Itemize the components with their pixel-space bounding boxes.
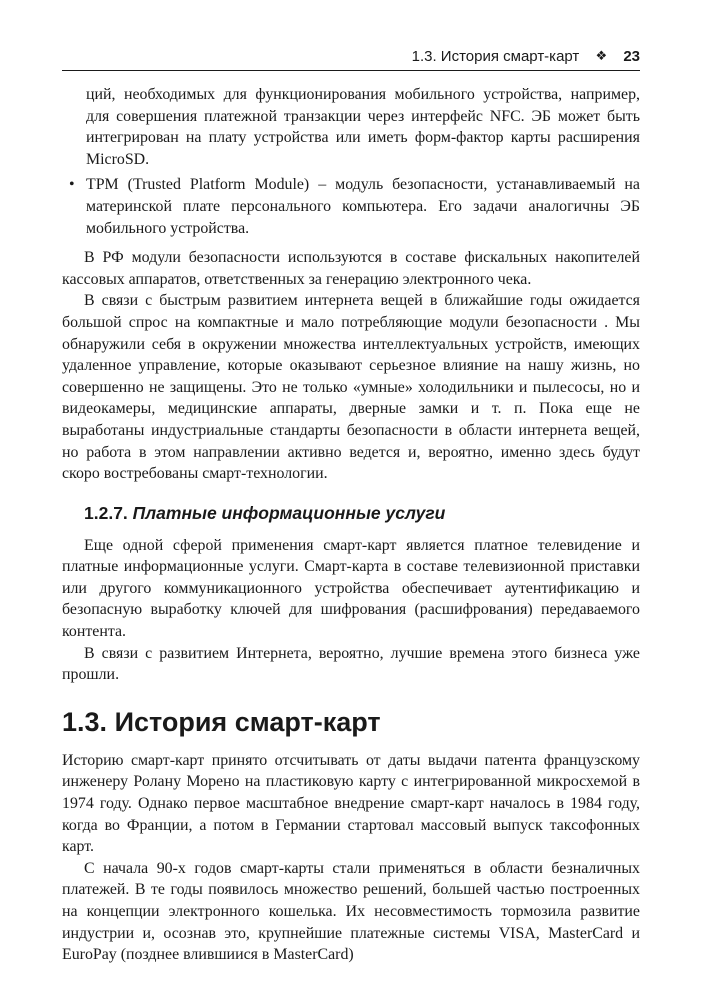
paragraph: С начала 90-х годов смарт-карты стали применяться в области безналичных платежей. В те годы появилось множество решений, большей частью построенных на концепции электронного кошелька. Их несовместимость тормозила развитие индустрии и, осознав это, крупнейшие платежные системы VISA, MasterCard и EuroPay (позднее влившиися в MasterCard) [62,859,640,964]
section-number: 1.3. [62,706,108,737]
paragraph-continuation: ций, необходимых для функционирования мобильного устройства, например, для совершения платежной транзакции через интерфейс NFC. ЭБ может быть интегрирован на плату устройства или иметь форм-фактор карты расширения MicroSD. [86,86,640,168]
section-title: История смарт-карт [114,706,381,737]
subsection-number: 1.2.7. [84,502,128,523]
paragraph: В связи с развитием Интернета, вероятно, лучшие времена этого бизнеса уже прошли. [62,644,640,684]
subsection-title: Платные информационные услуги [132,502,446,523]
bullet-icon: • [69,176,75,194]
paragraph: Еще одной сферой применения смарт-карт является платное телевидение и платные информационные услуги. Смарт-карта в составе телевизионной приставки или другого коммуникационного устройства обеспечивает аутентификацию и безопасную выработку ключей для шифрования (расшифрования) передаваемого контента. [62,536,640,641]
list-item-text: TPM (Trusted Platform Module) – модуль безопасности, устанавливаемый на материнской плате персонального компьютера. Его задачи аналогичны ЭБ мобильного устройства. [86,176,640,237]
list-item [62,174,640,239]
page-body [62,84,640,966]
page-number: 23 [623,48,640,65]
paragraph: В РФ модули безопасности используются в составе фискальных накопителей кассовых аппаратов, ответственных за генерацию электронного чека. [62,249,640,288]
section-heading [62,706,640,738]
paragraph: В связи с быстрым развитием интернета вещей в ближайшие годы ожидается большой спрос на компактные и мало потребляющие модули безопасности . Мы обнаружили себя в окружении множества интеллектуальных устройств, имеющих удаленное управление, которые оказывают серьезное влияние на нашу жизнь, но совершенно не защищены. Это не только «умные» холодильники и пылесосы, но и видеокамеры, медицинские аппараты, дверные замки и т. п. Пока еще не выработаны индустриальные стандарты безопасности в области интернета вещей, но работа в этом направлении активно ведется и, вероятно, именно здесь будут скоро востребованы смарт-технологии. [62,292,640,483]
subsection-heading [62,501,640,525]
ornament-icon: ❖ [595,48,608,63]
paragraph: Историю смарт-карт принято отсчитывать от даты выдачи патента французскому инженеру Ролану Морено на пластиковую карту с интегрированной микросхемой в 1974 году. Однако первое масштабное внедрение смарт-карт началось в 1984 году, когда во Франции, а потом в Германии стартовал массовый выпуск таксофонных карт. [62,751,640,856]
bullet-list [62,174,640,239]
running-header [62,44,640,71]
running-title: 1.3. История смарт-карт [411,48,580,65]
